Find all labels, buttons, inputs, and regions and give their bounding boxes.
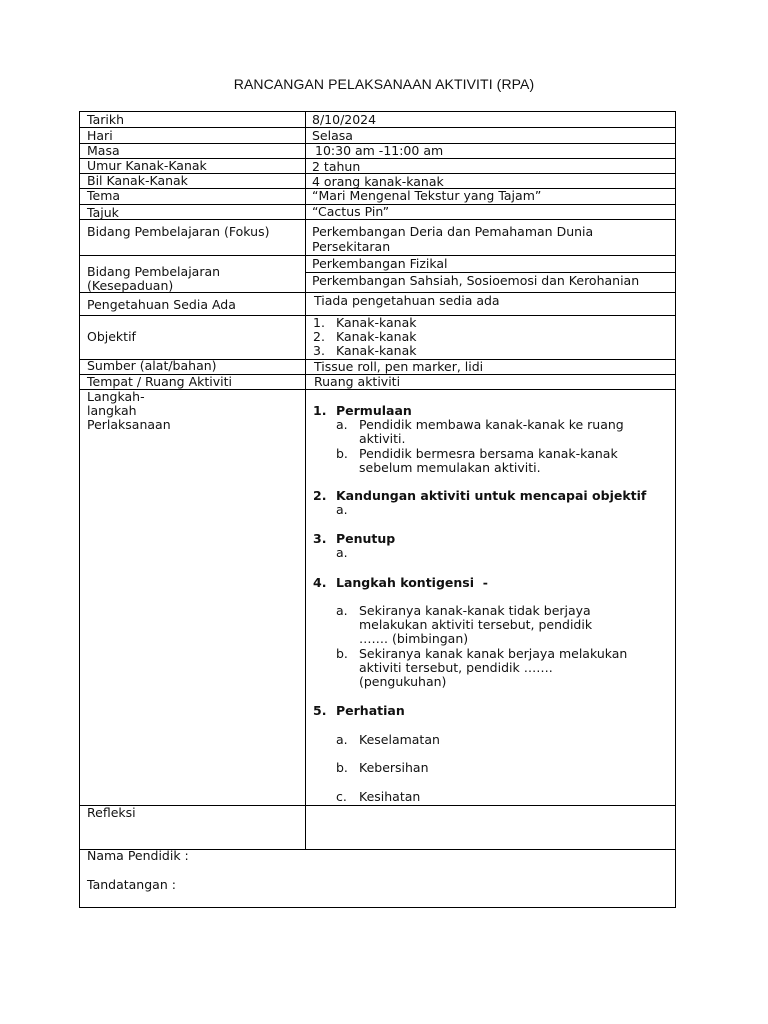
sub-letter: a.	[336, 603, 348, 618]
sub-letter: b.	[336, 760, 348, 775]
langkah-label-line3: Perlaksanaan	[87, 417, 171, 432]
fokus-value-line1: Perkembangan Deria dan Pemahaman Dunia	[312, 224, 594, 239]
column-divider	[305, 111, 306, 849]
hari-label: Hari	[87, 128, 113, 143]
sub-item-text: melakukan aktiviti tersebut, pendidik	[359, 617, 593, 632]
sub-item-text: Kebersihan	[359, 760, 429, 775]
hari-value: Selasa	[312, 128, 353, 143]
tarikh-label: Tarikh	[87, 112, 124, 127]
pengetahuan-value: Tiada pengetahuan sedia ada	[314, 293, 500, 308]
tajuk-label: Tajuk	[87, 205, 119, 220]
step-heading: Langkah kontigensi -	[336, 575, 488, 590]
sumber-label: Sumber (alat/bahan)	[87, 358, 217, 373]
objektif-item: Kanak-kanak	[336, 315, 417, 330]
sub-item-text: Keselamatan	[359, 732, 440, 747]
step-number: 3.	[313, 531, 327, 546]
sub-item-text: aktiviti.	[359, 431, 406, 446]
kesepaduan-value-2: Perkembangan Sahsiah, Sosioemosi dan Kerohanian	[312, 273, 640, 288]
bil-value: 4 orang kanak-kanak	[312, 174, 444, 189]
sub-item-text: aktiviti tersebut, pendidik …….	[359, 660, 553, 675]
kesepaduan-label-line1: Bidang Pembelajaran	[87, 264, 221, 279]
sub-item-text: Sekiranya kanak kanak berjaya melakukan	[359, 646, 628, 661]
tempat-value: Ruang aktiviti	[314, 374, 401, 389]
sub-letter: c.	[336, 789, 347, 804]
step-heading: Perhatian	[336, 703, 405, 718]
sub-letter: a.	[336, 732, 348, 747]
row-divider	[79, 805, 676, 806]
step-number: 2.	[313, 488, 327, 503]
nama-pendidik-label: Nama Pendidik :	[87, 848, 189, 863]
sub-item-text: Kesihatan	[359, 789, 421, 804]
sub-item-text: Pendidik bermesra bersama kanak-kanak	[359, 446, 618, 461]
sub-item-text: ……. (bimbingan)	[359, 631, 469, 646]
objektif-number: 1.	[313, 315, 325, 330]
objektif-number: 3.	[313, 343, 325, 358]
step-heading: Permulaan	[336, 403, 412, 418]
row-divider	[79, 127, 676, 128]
sub-letter: a.	[336, 545, 348, 560]
refleksi-label: Refleksi	[87, 805, 136, 820]
step-heading: Kandungan aktiviti untuk mencapai objektif	[336, 488, 647, 503]
step-heading: Penutup	[336, 531, 396, 546]
langkah-label-line2: langkah	[87, 403, 137, 418]
step-number: 5.	[313, 703, 327, 718]
sub-item-text: Pendidik membawa kanak-kanak ke ruang	[359, 417, 624, 432]
sub-letter: a.	[336, 502, 348, 517]
fokus-value-line2: Persekitaran	[312, 239, 391, 254]
umur-value: 2 tahun	[312, 159, 361, 174]
kesepaduan-label-line2: (Kesepaduan)	[87, 278, 174, 293]
sub-letter: b.	[336, 646, 348, 661]
row-divider	[79, 219, 676, 220]
tema-label: Tema	[87, 188, 121, 203]
masa-value: 10:30 am -11:00 am	[315, 143, 444, 158]
umur-label: Umur Kanak-Kanak	[87, 158, 207, 173]
sub-letter: b.	[336, 446, 348, 461]
kesepaduan-value-1: Perkembangan Fizikal	[312, 256, 448, 271]
step-number: 4.	[313, 575, 327, 590]
bil-label: Bil Kanak-Kanak	[87, 173, 188, 188]
objektif-item: Kanak-kanak	[336, 329, 417, 344]
objektif-number: 2.	[313, 329, 325, 344]
tajuk-value: “Cactus Pin”	[312, 204, 390, 219]
sumber-value: Tissue roll, pen marker, lidi	[314, 359, 484, 374]
tempat-label: Tempat / Ruang Aktiviti	[87, 374, 232, 389]
sub-item-text: (pengukuhan)	[359, 674, 447, 689]
sub-letter: a.	[336, 417, 348, 432]
page-title: RANCANGAN PELAKSANAAN AKTIVITI (RPA)	[233, 76, 535, 92]
objektif-label: Objektif	[87, 329, 136, 344]
sub-item-text: sebelum memulakan aktiviti.	[359, 460, 541, 475]
sub-item-text: Sekiranya kanak-kanak tidak berjaya	[359, 603, 591, 618]
pengetahuan-label: Pengetahuan Sedia Ada	[87, 297, 236, 312]
tandatangan-label: Tandatangan :	[87, 877, 176, 892]
objektif-item: Kanak-kanak	[336, 343, 417, 358]
step-number: 1.	[313, 403, 327, 418]
masa-label: Masa	[87, 143, 120, 158]
tema-value: “Mari Mengenal Tekstur yang Tajam”	[312, 188, 542, 203]
fokus-label: Bidang Pembelajaran (Fokus)	[87, 224, 270, 239]
langkah-label-line1: Langkah-	[87, 389, 145, 404]
row-divider	[79, 389, 676, 390]
tarikh-value: 8/10/2024	[312, 112, 377, 127]
